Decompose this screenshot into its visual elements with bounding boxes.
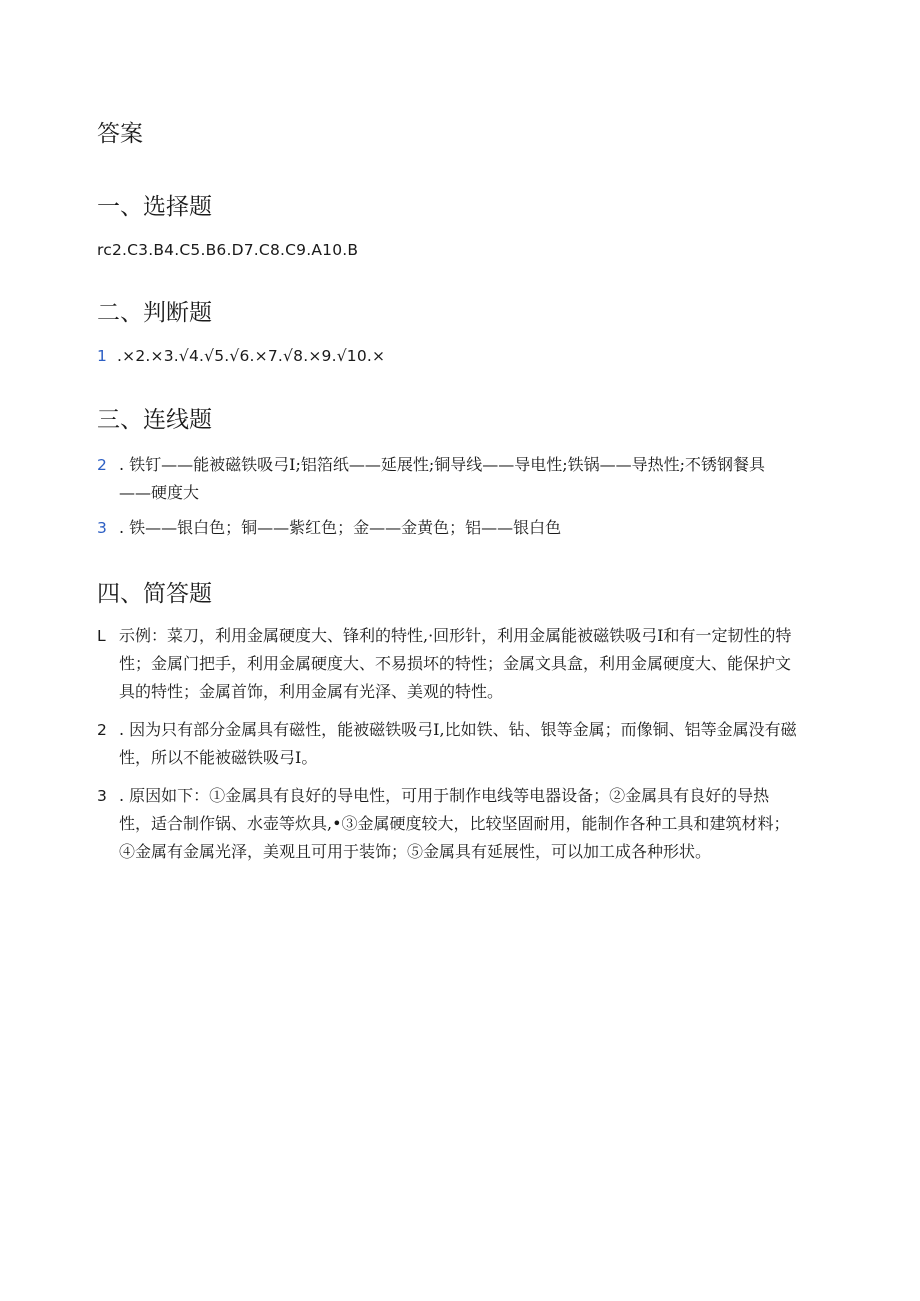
short-answer-item	[97, 782, 797, 866]
section-heading-matching: 三、连线题	[97, 407, 212, 433]
matching-item-text: . 铁钉——能被磁铁吸弓I;铝箔纸——延展性;铜导线——导电性;铁锅——导热性;不锈钢餐具——硬度大	[119, 455, 766, 502]
judgment-answers: .×2.×3.√4.√5.√6.×7.√8.×9.√10.×	[117, 347, 386, 365]
section-heading-choice: 一、选择题	[97, 194, 212, 220]
short-answer-number: 3	[97, 787, 107, 805]
short-answer-text: 示例：菜刀，利用金属硬度大、锋利的特性,·回形针，利用金属能被磁铁吸弓I和有一定韧性的特性；金属门把手，利用金属硬度大、不易损坏的特性；金属文具盒，利用金属硬度大、能保护文具的特性；金属首饰，利用金属有光泽、美观的特性。	[119, 626, 792, 701]
short-answer-number: 2	[97, 721, 107, 739]
judgment-answers-row	[97, 345, 385, 367]
section-heading-judgment: 二、判断题	[97, 300, 212, 326]
section-heading-short-answer: 四、简答题	[97, 581, 212, 607]
matching-item-text: . 铁——银白色；铜——紫红色；金——金黄色；铝——银白色	[119, 518, 562, 537]
short-answer-text: . 原因如下：①金属具有良好的导电性，可用于制作电线等电器设备；②金属具有良好的导热性，适合制作锅、水壶等炊具,•③金属硬度较大，比较坚固耐用，能制作各种工具和建筑材料；④金属有金属光泽，美观且可用于装饰；⑤金属具有延展性，可以加工成各种形状。	[119, 786, 790, 861]
matching-item-number: 3	[97, 519, 107, 537]
short-answer-item	[97, 716, 797, 772]
matching-item-number: 2	[97, 456, 107, 474]
matching-item	[97, 451, 797, 507]
choice-answers: rc2.C3.B4.C5.B6.D7.C8.C9.A10.B	[97, 241, 359, 259]
matching-item	[97, 514, 797, 542]
page-title: 答案	[97, 121, 143, 147]
judgment-number: 1	[97, 347, 108, 365]
short-answer-number: L	[97, 627, 106, 645]
short-answer-item	[97, 622, 797, 706]
short-answer-text: . 因为只有部分金属具有磁性，能被磁铁吸弓I,比如铁、钻、银等金属；而像铜、铝等金属没有磁性，所以不能被磁铁吸弓I。	[119, 720, 797, 767]
